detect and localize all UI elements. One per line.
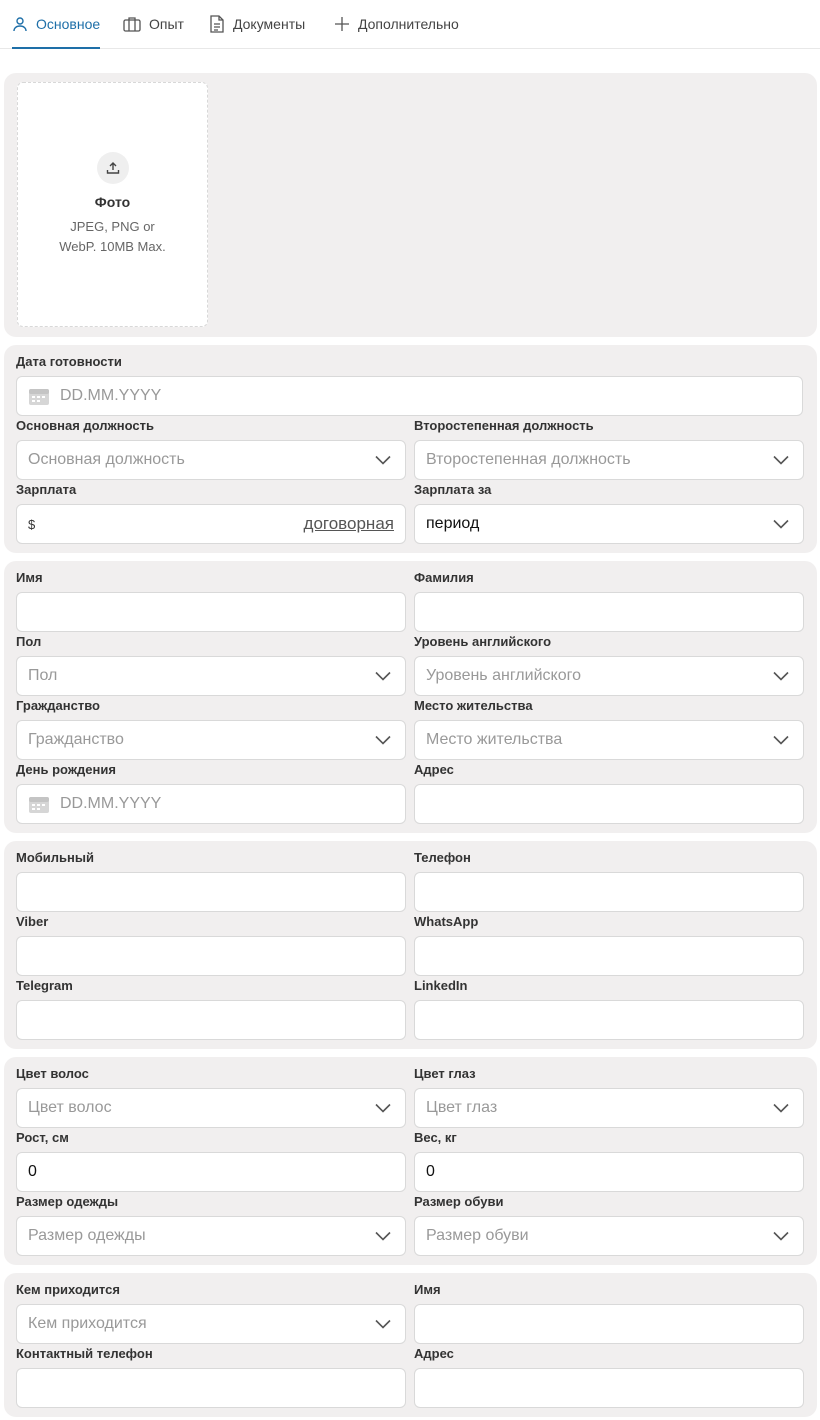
user-icon (12, 16, 28, 32)
phone-input[interactable] (414, 872, 804, 912)
chevron-down-icon (375, 671, 391, 681)
calendar-icon (28, 794, 50, 814)
whatsapp-label: WhatsApp (414, 914, 479, 929)
last-name-input[interactable] (414, 592, 804, 632)
contacts-section (4, 841, 817, 1049)
salary-label: Зарплата (16, 482, 77, 497)
hair-color-select[interactable] (16, 1088, 406, 1128)
emergency-contact-section (4, 1273, 817, 1417)
primary-position-label: Основная должность (16, 418, 154, 433)
weight-label: Вес, кг (414, 1130, 457, 1145)
first-name-input[interactable] (16, 592, 406, 632)
phone-label: Телефон (414, 850, 471, 865)
chevron-down-icon (375, 1231, 391, 1241)
clothing-size-select[interactable] (16, 1216, 406, 1256)
english-level-placeholder: Уровень английского (426, 667, 581, 684)
shoe-size-label: Размер обуви (414, 1194, 504, 1209)
shoe-size-select[interactable] (414, 1216, 804, 1256)
telegram-input[interactable] (16, 1000, 406, 1040)
contact-name-label: Имя (414, 1282, 441, 1297)
chevron-down-icon (375, 1103, 391, 1113)
secondary-position-label: Второстепенная должность (414, 418, 594, 433)
negotiable-link[interactable]: договорная (303, 514, 394, 533)
primary-position-placeholder: Основная должность (28, 451, 185, 468)
contact-phone-label: Контактный телефон (16, 1346, 153, 1361)
linkedin-input[interactable] (414, 1000, 804, 1040)
document-icon (209, 15, 225, 33)
chevron-down-icon (375, 1319, 391, 1329)
tab-label: Опыт (149, 16, 184, 32)
photo-hint-line1: JPEG, PNG or (70, 219, 155, 234)
secondary-position-placeholder: Второстепенная должность (426, 451, 631, 468)
photo-hint (38, 217, 187, 257)
tab-additional[interactable] (334, 0, 459, 48)
chevron-down-icon (773, 735, 789, 745)
citizenship-select[interactable] (16, 720, 406, 760)
weight-input[interactable] (414, 1152, 804, 1192)
tab-documents[interactable] (209, 0, 305, 48)
height-input[interactable] (16, 1152, 406, 1192)
photo-section (4, 73, 817, 337)
residence-label: Место жительства (414, 698, 533, 713)
birthday-placeholder: DD.MM.YYYY (60, 795, 162, 812)
english-level-label: Уровень английского (414, 634, 552, 649)
gender-select[interactable] (16, 656, 406, 696)
chevron-down-icon (375, 455, 391, 465)
briefcase-icon (123, 16, 141, 32)
shoe-size-placeholder: Размер обуви (426, 1227, 529, 1244)
contact-name-input[interactable] (414, 1304, 804, 1344)
clothing-size-label: Размер одежды (16, 1194, 119, 1209)
eye-color-label: Цвет глаз (414, 1066, 476, 1081)
photo-title: Фото (94, 194, 131, 210)
english-level-select[interactable] (414, 656, 804, 696)
salary-period-select[interactable] (414, 504, 804, 544)
personal-section (4, 561, 817, 833)
chevron-down-icon (773, 1103, 789, 1113)
contact-phone-input[interactable] (16, 1368, 406, 1408)
chevron-down-icon (773, 671, 789, 681)
photo-hint-line2: WebP. 10MB Max. (59, 239, 166, 254)
tab-bar (0, 0, 820, 49)
tab-label: Дополнительно (358, 16, 459, 32)
height-label: Рост, см (16, 1130, 69, 1145)
citizenship-placeholder: Гражданство (28, 731, 124, 748)
salary-input[interactable] (16, 504, 406, 544)
upload-icon (97, 152, 129, 184)
residence-select[interactable] (414, 720, 804, 760)
clothing-size-placeholder: Размер одежды (28, 1227, 146, 1244)
plus-icon (334, 16, 350, 32)
salary-period-value: период (426, 515, 480, 532)
last-name-label: Фамилия (414, 570, 474, 585)
birthday-input[interactable] (16, 784, 406, 824)
address-label: Адрес (414, 762, 454, 777)
ready-date-label: Дата готовности (16, 354, 122, 369)
currency-symbol: $ (28, 516, 36, 532)
job-section (4, 345, 817, 553)
tab-label: Документы (233, 16, 306, 32)
photo-upload-dropzone[interactable] (17, 82, 208, 327)
linkedin-label: LinkedIn (414, 978, 468, 993)
relation-select[interactable] (16, 1304, 406, 1344)
ready-date-placeholder: DD.MM.YYYY (60, 387, 162, 404)
chevron-down-icon (773, 455, 789, 465)
gender-label: Пол (16, 634, 42, 649)
birthday-label: День рождения (16, 762, 116, 777)
contact-address-input[interactable] (414, 1368, 804, 1408)
residence-placeholder: Место жительства (426, 731, 563, 748)
primary-position-select[interactable] (16, 440, 406, 480)
telegram-label: Telegram (16, 978, 73, 993)
salary-period-label: Зарплата за (414, 482, 492, 497)
contact-address-label: Адрес (414, 1346, 454, 1361)
weight-value: 0 (426, 1163, 435, 1180)
viber-label: Viber (16, 914, 49, 929)
eye-color-select[interactable] (414, 1088, 804, 1128)
gender-placeholder: Пол (28, 667, 58, 684)
secondary-position-select[interactable] (414, 440, 804, 480)
hair-color-placeholder: Цвет волос (28, 1099, 112, 1116)
hair-color-label: Цвет волос (16, 1066, 89, 1081)
citizenship-label: Гражданство (16, 698, 100, 713)
chevron-down-icon (773, 1231, 789, 1241)
tab-basic[interactable] (12, 0, 100, 48)
chevron-down-icon (773, 519, 789, 529)
calendar-icon (28, 386, 50, 406)
tab-label: Основное (36, 16, 101, 32)
tab-experience[interactable] (123, 0, 184, 48)
chevron-down-icon (375, 735, 391, 745)
relation-label: Кем приходится (16, 1282, 120, 1297)
appearance-section (4, 1057, 817, 1265)
whatsapp-input[interactable] (414, 936, 804, 976)
relation-placeholder: Кем приходится (28, 1315, 147, 1332)
viber-input[interactable] (16, 936, 406, 976)
mobile-input[interactable] (16, 872, 406, 912)
address-input[interactable] (414, 784, 804, 824)
eye-color-placeholder: Цвет глаз (426, 1099, 498, 1116)
mobile-label: Мобильный (16, 850, 94, 865)
ready-date-input[interactable] (16, 376, 803, 416)
first-name-label: Имя (16, 570, 43, 585)
height-value: 0 (28, 1163, 37, 1180)
